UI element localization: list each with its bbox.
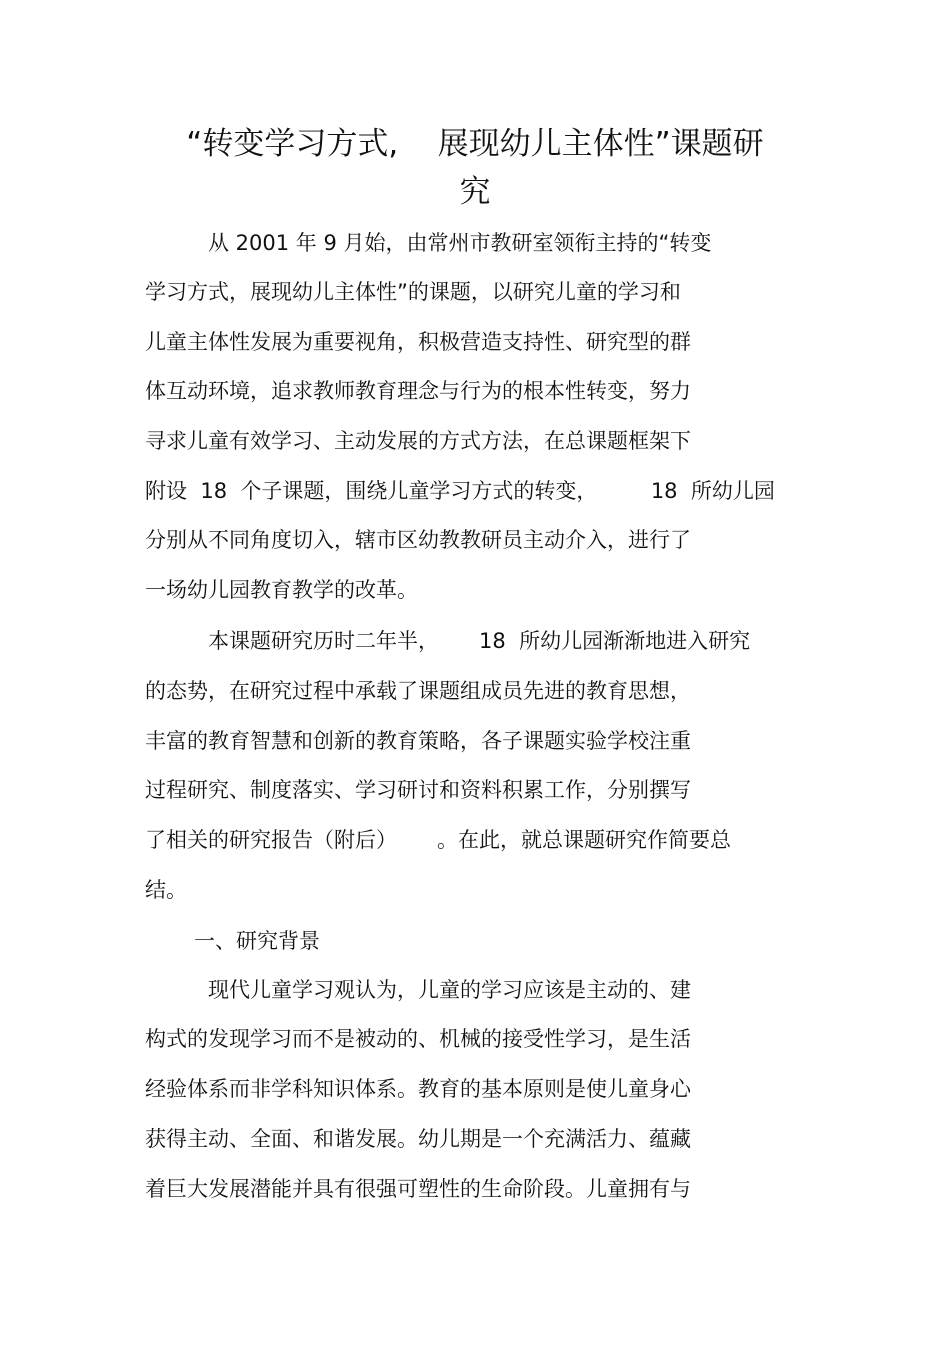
paragraph-line: 结。 bbox=[145, 878, 187, 902]
paragraph-line: 着巨大发展潜能并具有很强可塑性的生命阶段。儿童拥有与 bbox=[145, 1177, 691, 1201]
paragraph-line: 学习方式，展现幼儿主体性”的课题，以研究儿童的学习和 bbox=[145, 280, 681, 304]
paragraph-line: 获得主动、全面、和谐发展。幼儿期是一个充满活力、蕴藏 bbox=[145, 1127, 691, 1151]
paragraph-line: 过程研究、制度落实、学习研讨和资料积累工作，分别撰写 bbox=[145, 778, 691, 802]
section-heading: 一、研究背景 bbox=[194, 929, 320, 953]
paragraph-line: 构式的发现学习而不是被动的、机械的接受性学习，是生活 bbox=[145, 1027, 691, 1051]
paragraph-line: 儿童主体性发展为重要视角，积极营造支持性、研究型的群 bbox=[145, 330, 691, 354]
paragraph-line: 了相关的研究报告（附后） 。在此，就总课题研究作简要总 bbox=[145, 828, 732, 852]
paragraph-line: 分别从不同角度切入，辖市区幼教教研员主动介入，进行了 bbox=[145, 528, 691, 552]
paragraph-line: 丰富的教育智慧和创新的教育策略，各子课题实验学校注重 bbox=[145, 729, 691, 753]
paragraph-line: 的态势，在研究过程中承载了课题组成员先进的教育思想， bbox=[145, 679, 691, 703]
paragraph-line: 从 2001 年 9 月始，由常州市教研室领衔主持的“转变 bbox=[208, 231, 712, 255]
document-title-line-1: “转变学习方式, 展现幼儿主体性”课题研 bbox=[186, 126, 764, 162]
document-title-line-2: 究 bbox=[459, 174, 491, 210]
paragraph-line: 现代儿童学习观认为，儿童的学习应该是主动的、建 bbox=[208, 978, 691, 1002]
paragraph-line: 体互动环境，追求教师教育理念与行为的根本性转变，努力 bbox=[145, 379, 691, 403]
paragraph-line: 经验体系而非学科知识体系。教育的基本原则是使儿童身心 bbox=[145, 1077, 691, 1101]
paragraph-line: 寻求儿童有效学习、主动发展的方式方法，在总课题框架下 bbox=[145, 429, 691, 453]
paragraph-line: 附设 18 个子课题，围绕儿童学习方式的转变， 18 所幼儿园 bbox=[145, 479, 775, 503]
paragraph-line: 一场幼儿园教育教学的改革。 bbox=[145, 578, 418, 602]
paragraph-line: 本课题研究历时二年半， 18 所幼儿园渐渐地进入研究 bbox=[208, 629, 751, 653]
